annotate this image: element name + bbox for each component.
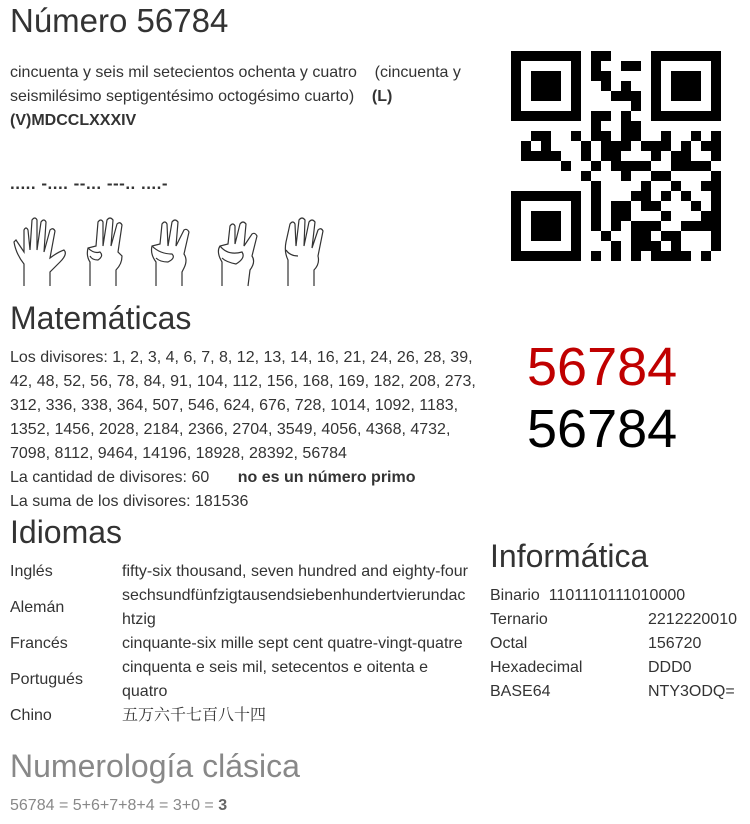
divisor-count: 60 [191, 469, 210, 486]
divisor-sum: 181536 [194, 493, 249, 510]
languages-heading: Idiomas [10, 514, 123, 550]
language-row [10, 656, 470, 704]
language-row [10, 560, 470, 584]
sign-language-hands [10, 212, 332, 288]
page-title: Número 56784 [10, 2, 229, 39]
base-label: Octal [490, 635, 528, 652]
math-heading: Matemáticas [10, 300, 192, 336]
hand-sign-4-icon [274, 212, 332, 288]
hand-sign-6-icon [76, 212, 134, 288]
base-value: DDD0 [648, 659, 692, 676]
qr-code [511, 51, 721, 261]
base-label: Binario [490, 587, 540, 604]
base-value: NTY3ODQ= [648, 683, 735, 700]
number-words: cincuenta y seis mil setecientos ochenta y cuatro [10, 64, 357, 81]
morse-code: ..... -.... --... ---.. ....- [10, 174, 169, 193]
math-section [10, 346, 478, 514]
ordinal-words: (cincuenta y seismilésimo septigentésimo octogésimo cuarto) [10, 64, 461, 105]
language-text: sechsundfünfzigtausendsiebenhundertvierundachtzig [122, 587, 466, 628]
language-row [10, 704, 470, 728]
numerology-equation: 56784 = 5+6+7+8+4 = 3+0 = [10, 797, 214, 814]
roman-numeral: (L)(V)MDCCLXXXIV [10, 88, 393, 129]
divisors-list [10, 346, 478, 466]
language-name: Inglés [10, 563, 53, 580]
computing-heading: Informática [490, 538, 649, 574]
hand-sign-5-icon [10, 212, 68, 288]
hand-sign-7-icon [142, 212, 200, 288]
divisors-label: Los divisores: [10, 349, 108, 366]
computing-row [490, 584, 737, 608]
binary-cell [490, 584, 737, 608]
language-text: cinquante-six mille sept cent quatre-vingt-quatre [122, 635, 463, 652]
numerology-line [10, 797, 227, 815]
language-row [10, 584, 470, 632]
base-label: Ternario [490, 611, 548, 628]
base-label: BASE64 [490, 683, 551, 700]
divisor-sum-label: La suma de los divisores: [10, 493, 191, 510]
number-description [10, 61, 478, 133]
language-name: Portugués [10, 671, 83, 688]
language-name: Alemán [10, 599, 65, 616]
divisor-sum-line [10, 490, 478, 514]
base-value: 2212220010 [648, 611, 737, 628]
computing-row [490, 608, 737, 632]
computing-row [490, 680, 737, 704]
language-text: fifty-six thousand, seven hundred and eighty-four [122, 563, 468, 580]
languages-table [10, 560, 470, 728]
base-value: 1101110111010000 [548, 587, 686, 604]
computing-table [490, 584, 737, 704]
numerology-heading: Numerología clásica [10, 748, 300, 784]
divisor-count-label: La cantidad de divisores: [10, 469, 187, 486]
language-text: cinquenta e seis mil, setecentos e oitenta e quatro [122, 659, 428, 700]
divisors-values: 1, 2, 3, 4, 6, 7, 8, 12, 13, 14, 16, 21, 24, 26, 28, 39, 42, 48, 52, 56, 78, 84, 91, 104, 112, 156, 168, 169, 182, 208, 273, 312, 336, 338, 364, 507, 546, 624, 676, 728, 1014, 1092, 1183, 1352, 1456, 2028, 2184, 2366, 2704, 3549, 4056, 4368, 4732, 7098, 8112, 9464, 14196, 18928, 28392, 56784 [10, 349, 476, 462]
language-name: Francés [10, 635, 68, 652]
number-display-black: 56784 [527, 399, 678, 459]
base-value: 156720 [648, 635, 702, 652]
language-name: Chino [10, 707, 52, 724]
base-label: Hexadecimal [490, 659, 583, 676]
numerology-result: 3 [218, 797, 228, 814]
hand-sign-8-icon [208, 212, 266, 288]
divisor-count-line [10, 466, 478, 490]
number-display-red: 56784 [527, 337, 678, 397]
language-text: 五万六千七百八十四 [122, 707, 267, 724]
prime-status: no es un número primo [237, 469, 416, 486]
language-row [10, 632, 470, 656]
computing-row [490, 632, 737, 656]
computing-row [490, 656, 737, 680]
